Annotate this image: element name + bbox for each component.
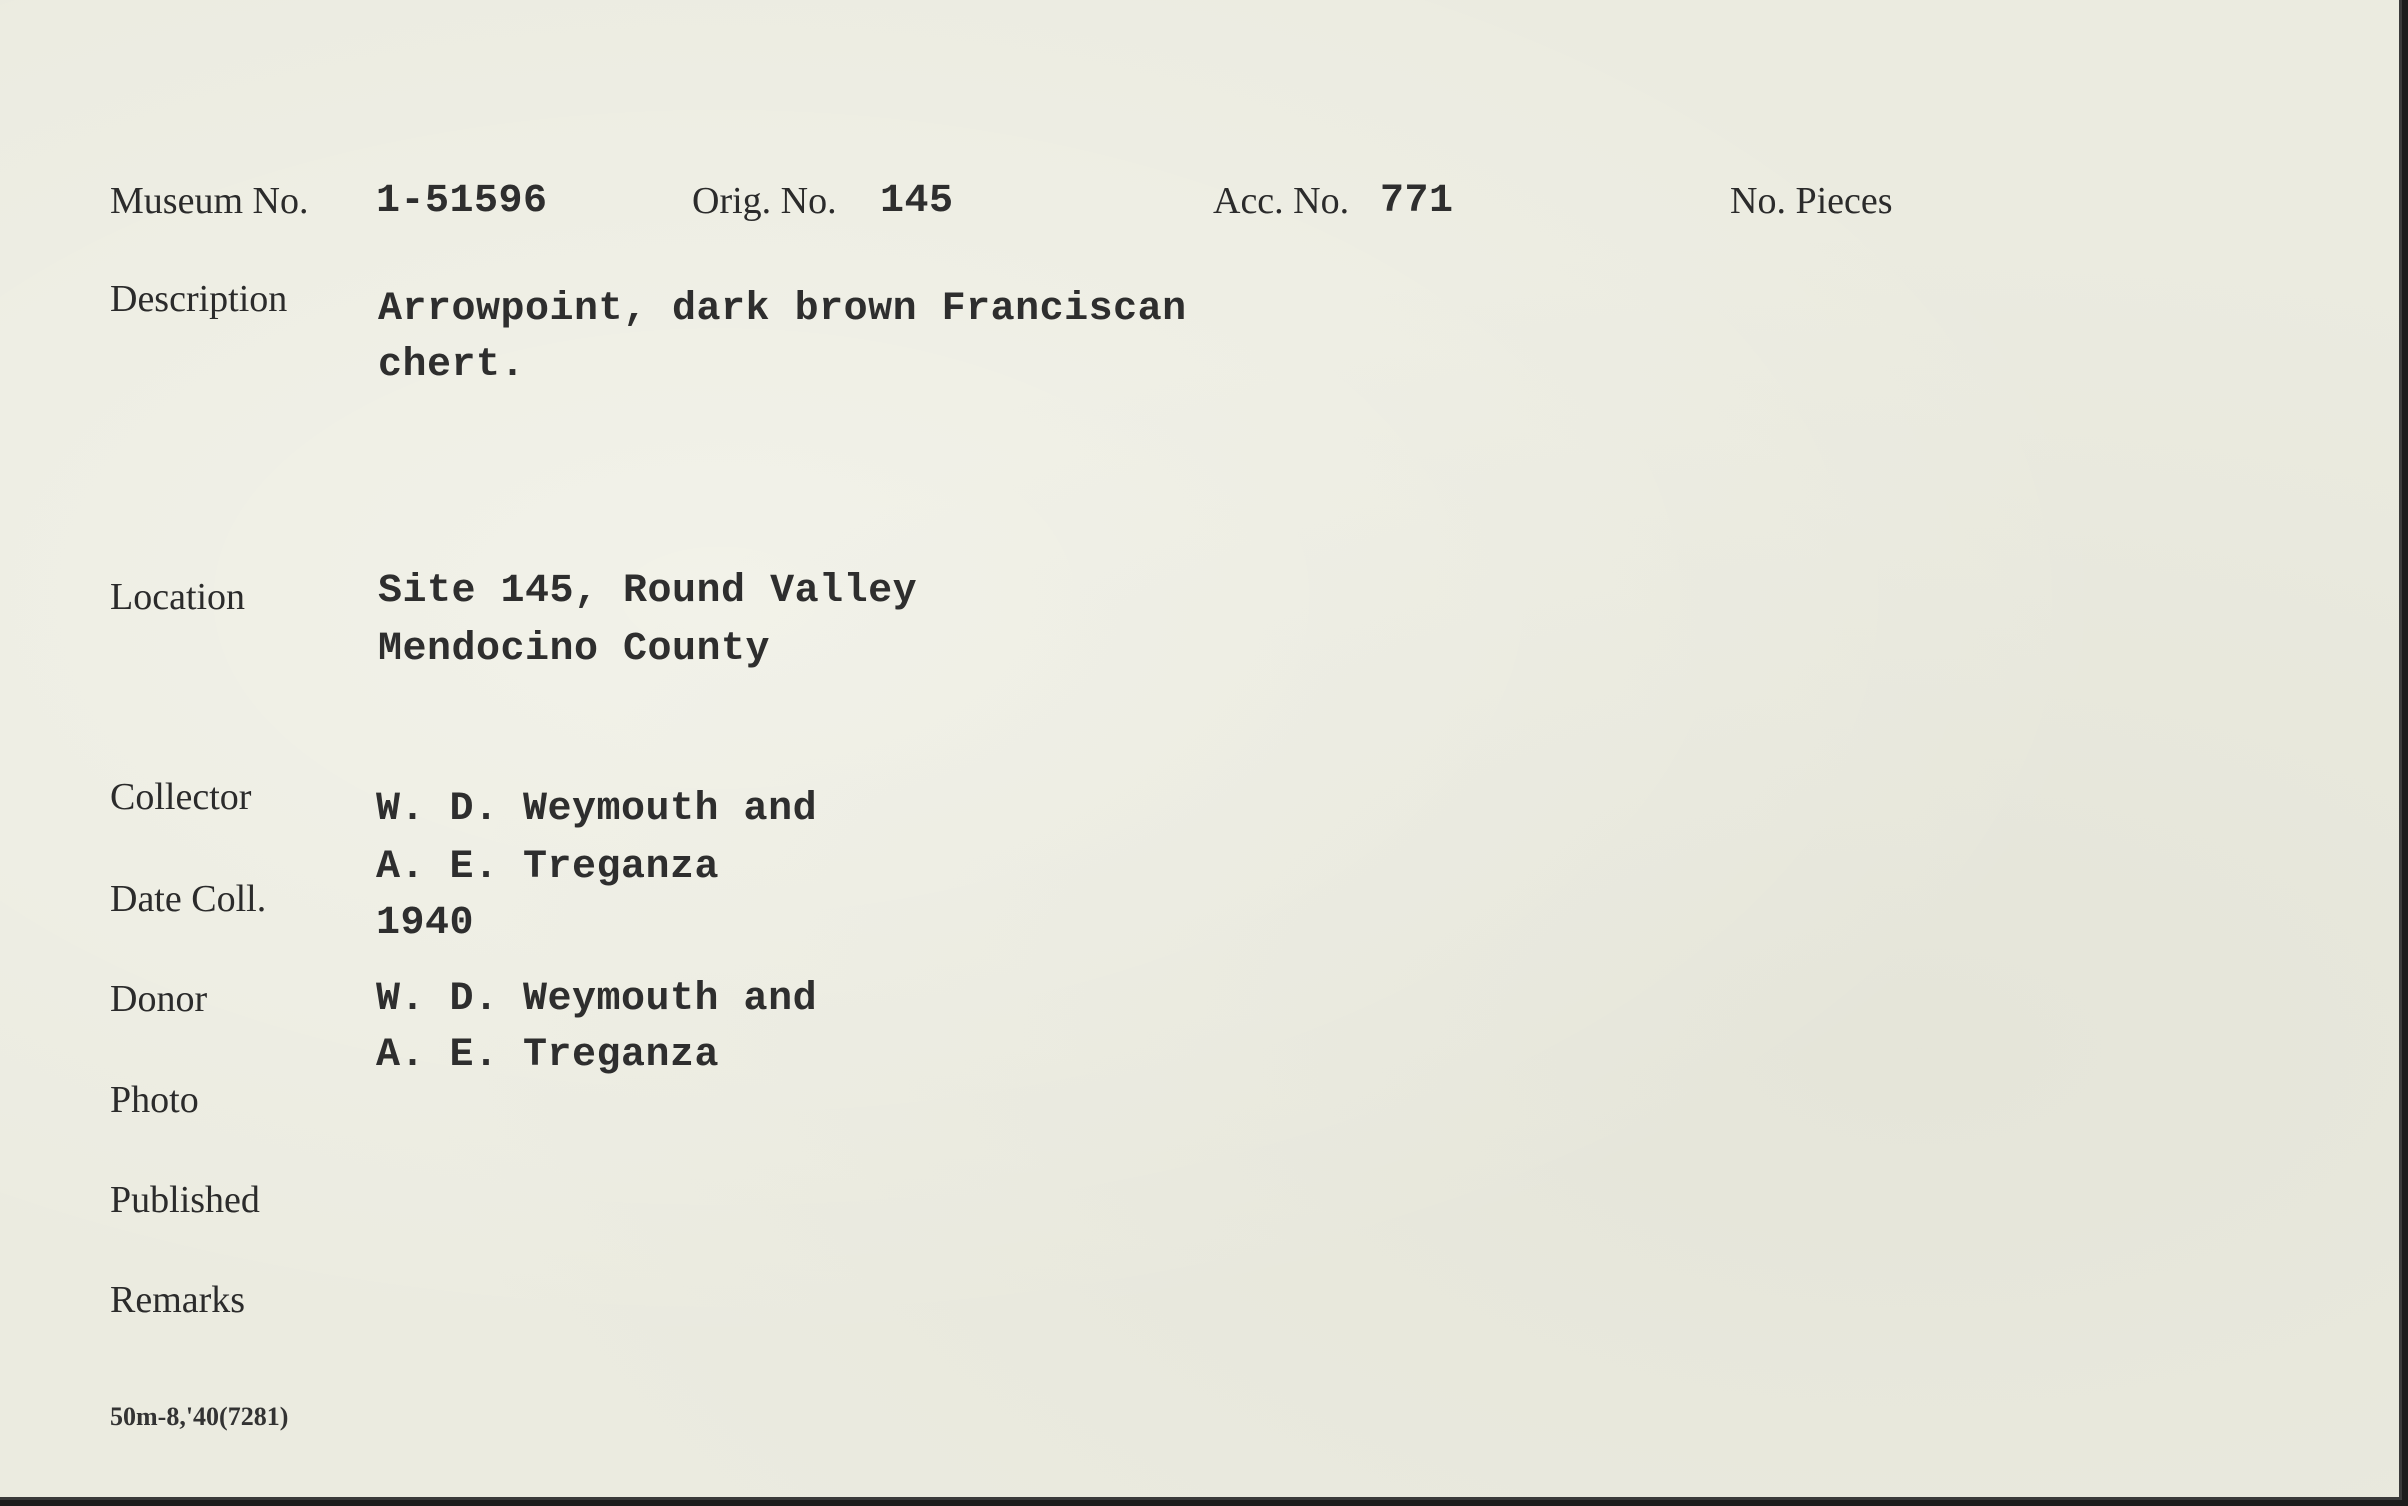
location-line-2: Mendocino County	[378, 627, 771, 672]
date-coll-value: 1940	[376, 901, 475, 946]
acc-no-label: Acc. No.	[1213, 180, 1350, 222]
museum-no-label: Museum No.	[110, 180, 309, 222]
location-line-1: Site 145, Round Valley	[378, 569, 918, 614]
published-label: Published	[110, 1179, 260, 1221]
collector-line-2: A. E. Treganza	[376, 845, 720, 890]
description-label: Description	[110, 278, 288, 320]
orig-no-label: Orig. No.	[692, 180, 837, 222]
donor-line-2: A. E. Treganza	[376, 1033, 720, 1078]
location-label: Location	[110, 576, 246, 618]
date-coll-label: Date Coll.	[110, 878, 267, 920]
museum-no-value: 1-51596	[376, 179, 548, 224]
form-code: 50m-8,'40(7281)	[110, 1402, 289, 1431]
donor-label: Donor	[110, 978, 208, 1020]
remarks-label: Remarks	[110, 1279, 246, 1321]
orig-no-value: 145	[880, 179, 954, 224]
description-line-1: Arrowpoint, dark brown Franciscan	[378, 287, 1187, 332]
collector-line-1: W. D. Weymouth and	[376, 787, 818, 832]
collector-label: Collector	[110, 776, 252, 818]
photo-label: Photo	[110, 1079, 199, 1121]
no-pieces-label: No. Pieces	[1730, 180, 1893, 222]
donor-line-1: W. D. Weymouth and	[376, 977, 818, 1022]
acc-no-value: 771	[1380, 179, 1454, 224]
description-line-2: chert.	[378, 343, 526, 388]
